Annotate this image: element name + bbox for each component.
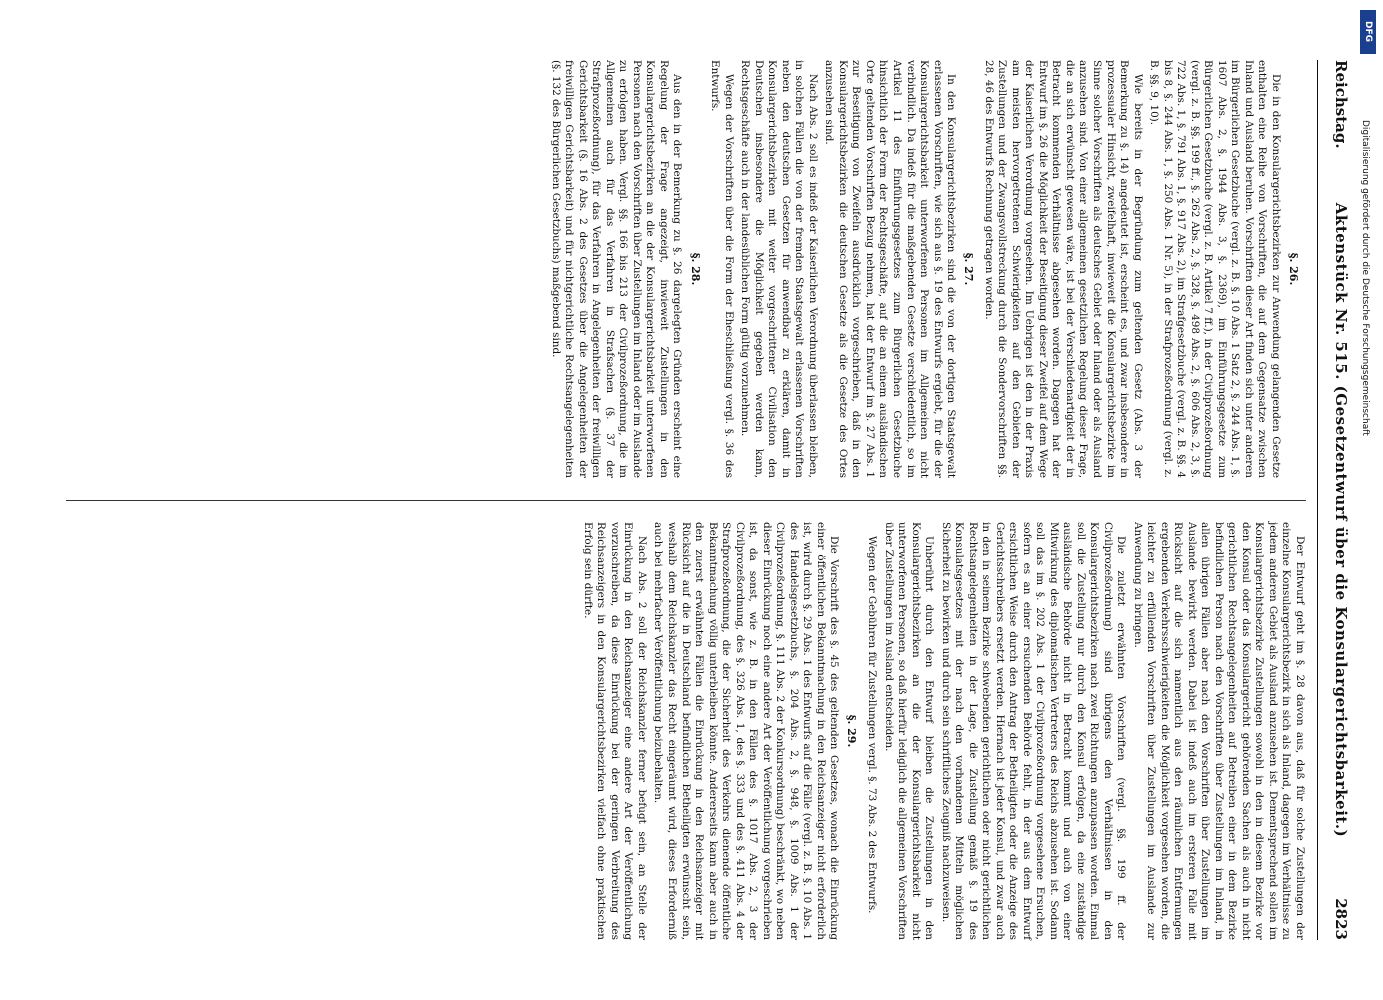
- paragraph: Wegen der Gebühren für Zustellungen vergl. §. 73 Abs. 2 des Entwurfs.: [866, 536, 879, 914]
- paragraph: Aus den in der Bemerkung zu §. 26 dargelegten Gründen erscheint eine Regelung der Frage angezeigt, inwieweit Zustellungen in den Konsulargerichtsbezirken an die der Konsulargerichtsbarkeit unterworfenen Personen nach den Vorschriften über Zustellungen im Inland oder im Auslande zu erfolgen haben. Vergl. §§. 166 bis 213 der Civilprozeßordnung, die im Allgemeinen auch für das Verfahren in Strafsachen (§. 37 der Strafprozeßordnung), für das Verfahren in Angelegenheiten der freiwilligen Gerichtsbarkeit (§. 16 Abs. 2 des Gesetzes über die Angelegenheiten der freiwilligen Gerichtsbarkeit) und für nichtgerichtliche Rechtsangelegenheiten (§. 132 des Bürgerlichen Gesetzbuchs) maßgebend sind.: [549, 60, 684, 478]
- header-left: Reichstag.: [1332, 60, 1350, 149]
- paragraph: Die zuletzt erwähnten Vorschriften (vergl. §§. 199 ff. der Civilprozeßordnung) sind übrigens den Verhältnissen in den Konsulargerichtsbezirken nach zwei Richtungen anzupassen worden. Einmal soll die Zustellung nur durch den Konsul erfolgen, da eine zuständige ausländische Behörde nicht in Betracht kommt und auch von einer Mitwirkung des diplomatischen Vertreters des Reichs abzusehen ist. Sodann soll das im §. 202 Abs. 1 der Civilprozeßordnung vorgesehene Ersuchen, sofern es an einer ersuchenden Behörde fehlt, in der aus dem Entwurf ersichtlichen Weise durch den Antrag der Betheiligten oder die Anzeige des Gerichtsschreibers ersetzt werden. Hiernach ist jeder Konsul, und zwar auch in den in seinem Bezirke schwebenden gerichtlichen oder nicht gerichtlichen Rechtsangelegenheiten in der Lage, die Zustellung gemäß §. 19 des Konsulatsgesetzes mit der nach den vorhandenen Mitteln möglichen Sicherheit zu bewirken und durch sein schriftliches Zeugniß nachzuweisen.: [939, 522, 1128, 940]
- page-header: [1320, 60, 1350, 940]
- left-column: [545, 60, 1306, 478]
- document-page: [60, 60, 1350, 940]
- paragraph: Nach Abs. 2 soll der Reichskanzler ferner befugt sein, an Stelle der Einrückung in den Reichsanzeiger eine andere Art der Veröffentlichung vorzuschreiben, da diese Einrückung bei der geringen Verbreitung des Reichsanzeigers in den Konsulargerichtsbezirken vielfach ohne praktischen Erfolg sein dürfte.: [581, 522, 648, 940]
- column-divider: [66, 500, 1306, 501]
- header-rule: [1317, 60, 1318, 940]
- section-27-title: §. 27.: [962, 252, 976, 286]
- paragraph: Wegen der Vorschriften über die Form der Eheschließung vergl. §. 36 des Entwurfs.: [709, 60, 735, 478]
- section-26-title: §. 26.: [1287, 252, 1300, 286]
- paragraph: Nach Abs. 2 soll es indeß der Kaiserlichen Verordnung überlassen bleiben, in solchen Fällen die von der fremden Staatsgewalt erlassenen Vorschriften neben den deutschen Gesetzen für anwendbar zu erklären, damit in Konsulargerichtsbezirken mit weiter vorgeschrittener Civilisation den Deutschen insbesondere die Möglichkeit gegeben werden kann, Rechtsgeschäfte auch in der landesüblichen Form gültig vorzunehmen.: [739, 60, 819, 478]
- paragraph: Die in den Konsulargerichtsbezirken zur Anwendung gelangenden Gesetze enthalten eine Reihe von Vorschriften, die auf dem Gegensatze zwischen Inland und Ausland beruhen. Vorschriften dieser Art finden sich unter anderen im Bürgerlichen Gesetzbuche (vergl. z. B. §. 10 Abs. 1 Satz 2, §. 244 Abs. 1, §. 1607 Abs. 2, §. 1944 Abs. 3, §. 2369), im Einführungsgesetze zum Bürgerlichen Gesetzbuche (vergl. z. B. Artikel 7 ff.), in der Civilprozeßordnung (vergl. z. B. §§. 199 ff., §. 262 Abs. 2, §. 328, §. 498 Abs. 2, §. 606 Abs. 2, 3, §. 722 Abs. 1, §. 791 Abs. 1, §. 917 Abs. 2), im Strafgesetzbuche (vergl. z. B. §§. 4 bis 8, §. 244 Abs. 1, §. 250 Abs. 1 Nr. 5), in der Strafprozeßordnung (vergl. z. B. §§. 9, 10).: [1148, 60, 1282, 478]
- header-title: Aktenstück Nr. 515. (Gesetzentwurf über die Konsulargerichtsbarkeit.): [1332, 202, 1350, 838]
- paragraph: Der Entwurf geht im §. 28 davon aus, daß für solche Zustellungen der einzelne Konsulargerichtsbezirk in sich als Inland, dagegen im Verhältnisse zu jedem anderen Gebiet als Ausland anzusehen ist. Dementsprechend sollen im Konsulargerichtsbezirke Zustellungen sowohl in den in diesem Bezirke vor den Konsul oder das Konsulargericht gehörenden Sachen als auch in nicht gerichtlichen Rechtsangelegenheiten auf Betreiben einer in dem Bezirke befindlichen Person nach den Vorschriften über Zustellungen im Inland, in allen übrigen Fällen aber nach den Vorschriften über Zustellungen im Auslande bewirkt werden. Dabei ist indeß auch im ersteren Falle mit Rücksicht auf die sich namentlich aus den räumlichen Entfernungen ergebenden Verkehrsschwierigkeiten die Möglichkeit vorgesehen worden, die leichter zu erfüllenden Vorschriften über Zustellungen im Auslande zur Anwendung zu bringen.: [1131, 522, 1306, 940]
- paragraph: Wie bereits in der Begründung zum geltenden Gesetz (Abs. 3 der Bemerkung zu §. 14) angedeutet ist, erscheint es, und zwar insbesondere in prozessualer Hinsicht, zweifelhaft, inwieweit die Konsulargerichtsbezirke im Sinne solcher Vorschriften als deutsches Gebiet oder Inland oder als Ausland anzusehen sind. Von einer allgemeinen gesetzlichen Regelung dieser Frage, die an sich erwünscht gewesen wäre, ist bei der Verschiedenartigkeit der in Betracht kommenden Verhältnisse abgesehen worden. Dagegen hat der Entwurf im §. 26 die Möglichkeit der Beseitigung dieser Zweifel auf dem Wege der Kaiserlichen Verordnung vorgesehen. Im Uebrigen ist den in der Praxis am meisten hervorgetretenen Schwierigkeiten auf den Gebieten der Zustellungen und der Zwangsvollstreckung durch die Sondervorschriften §§. 28, 46 des Entwurfs Rechnung getragen worden.: [982, 60, 1144, 478]
- paragraph: Die Vorschrift des §. 45 des geltenden Gesetzes, wonach die Einrückung einer öffentlichen Bekanntmachung in den Reichsanzeiger nicht erforderlich ist, wird durch §. 29 Abs. 1 des Entwurfs auf die Fälle (vergl. z. B. §. 10 Abs. 1 des Handelsgesetzbuchs, §. 204 Abs. 2, §. 948, §. 1009 Abs. 1 der Civilprozeßordnung, §. 111 Abs. 2 der Konkursordnung) beschränkt, wo neben dieser Einrückung noch eine andere Art der Veröffentlichung vorgeschrieben ist, da sonst, wie z. B. in den Fällen des §. 1017 Abs. 2, 3 der Civilprozeßordnung, des §. 326 Abs. 1, des §. 333 und des §. 411 Abs. 4 der Strafprozeßordnung, die der Sicherheit des Verkehrs dienende öffentliche Bekanntmachung völlig unterbleiben könnte. Andererseits kann aber auch in den zuerst erwähnten Fällen die Einrückung in den Reichsanzeiger mit Rücksicht auf die in Deutschland befindlichen Betheiligten erwünscht sein, weshalb dem Reichskanzler das Recht eingeräumt wird, dieses Erforderniß auch bei mehrfacher Veröffentlichung beizubehalten.: [652, 522, 841, 940]
- page-number: 2823: [1332, 898, 1350, 940]
- paragraph: In den Konsulargerichtsbezirken sind die von der dortigen Staatsgewalt erlassenen Vorschriften, wie sich aus §. 19 des Entwurfs ergiebt, für die der Konsulargerichtsbarkeit unterworfenen Personen im Allgemeinen nicht verbindlich. Da indeß für die maßgebenden Gesetze verschiedentlich, so im Artikel 11 des Einführungsgesetzes zum Bürgerlichen Gesetzbuche hinsichtlich der Form der Rechtsgeschäfte, auf die an einem ausländischen Orte geltenden Vorschriften Bezug nehmen, hat der Entwurf im §. 27 Abs. 1 zur Beseitigung von Zweifeln ausdrücklich vorgeschrieben, daß in den Konsulargerichtsbezirken die deutschen Gesetze als die Gesetze des Ortes anzusehen sind.: [823, 60, 958, 478]
- digitization-credit: Digitalisierung gefördert durch die Deutsche Forschungsgemeinschaft: [1360, 120, 1370, 436]
- section-28-title: §. 28.: [688, 252, 702, 286]
- paragraph: Unberührt durch den Entwurf bleiben die Zustellungen in den Konsulargerichtsbezirken an die der Konsulargerichtsbarkeit nicht unterworfenen Personen, so daß hierfür lediglich die allgemeinen Vorschriften über Zustellungen im Ausland entscheiden.: [882, 522, 936, 940]
- right-column: [577, 522, 1306, 940]
- dfg-logo: DFG: [1360, 10, 1376, 54]
- section-29-title: §. 29.: [845, 714, 859, 748]
